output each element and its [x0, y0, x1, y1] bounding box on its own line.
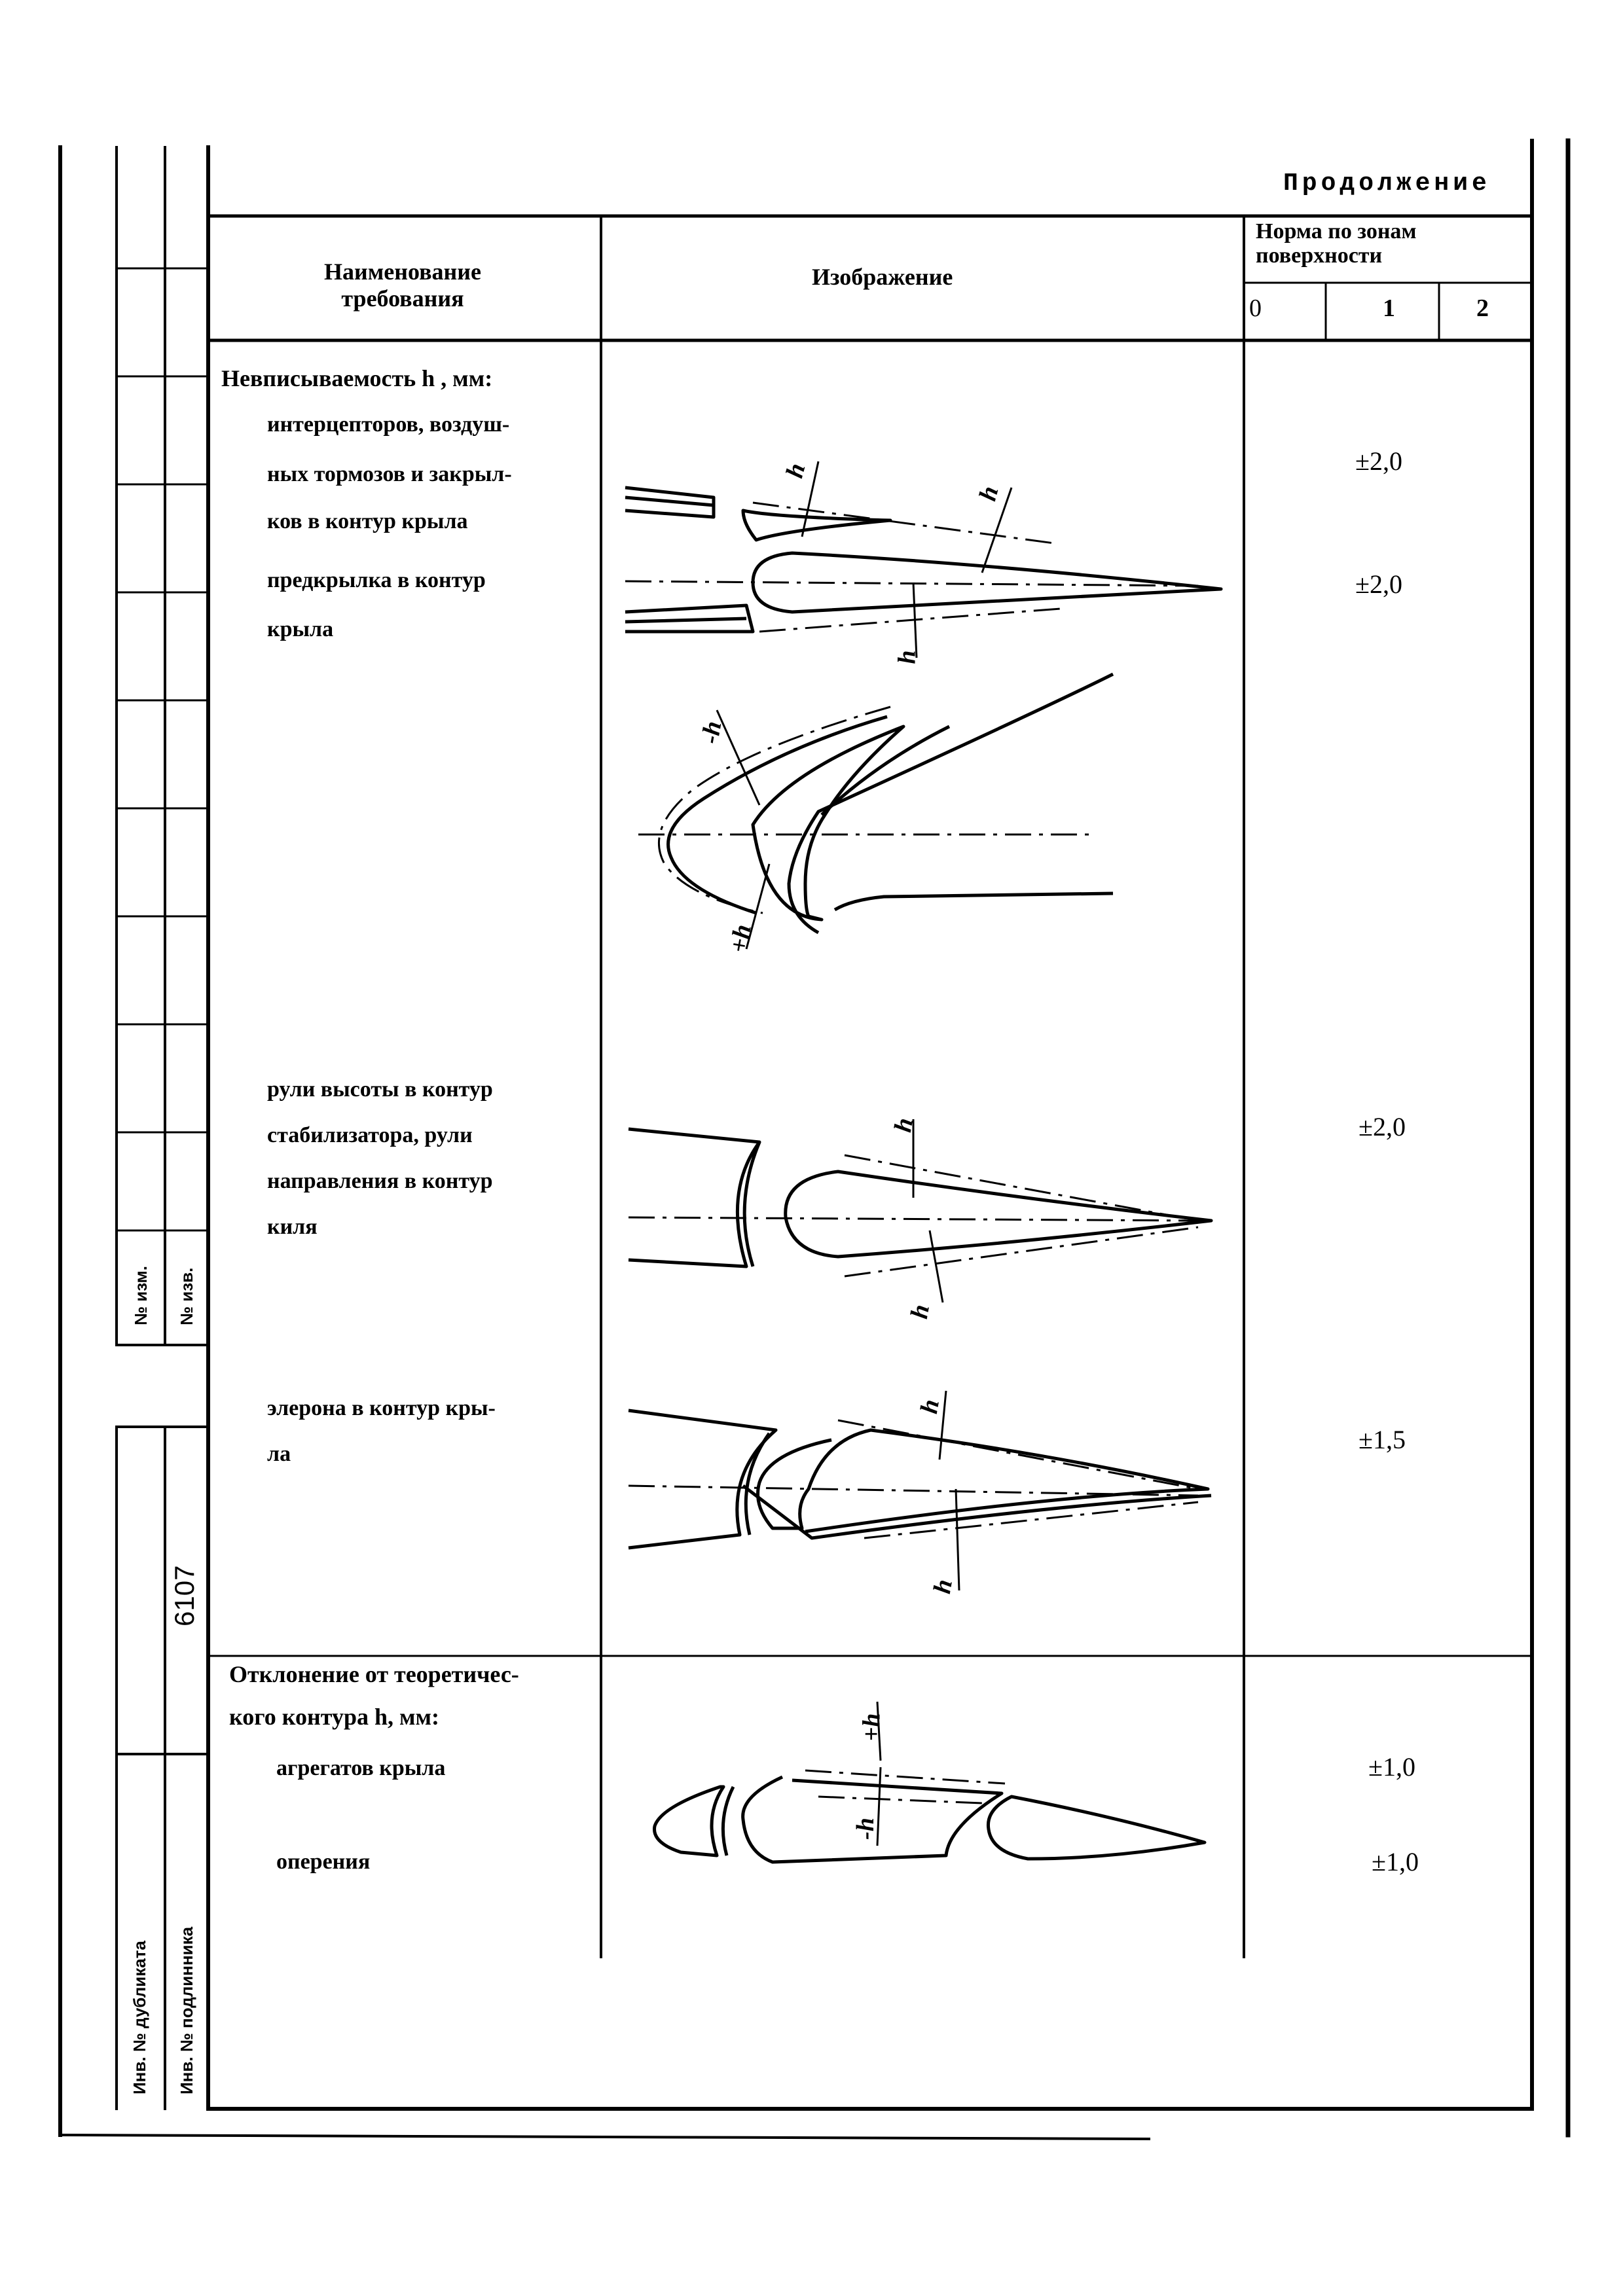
col-requirement-header: Наименование требования [324, 259, 481, 312]
fig1-h-label-2: h [974, 483, 1004, 504]
row1-sub1-line1: интерцепторов, воздуш- [267, 412, 510, 437]
row1-sub4-line1: элерона в контур кры- [267, 1396, 496, 1420]
margin-doc-number: 6107 [169, 1565, 200, 1626]
row1-val4: ±1,5 [1359, 1425, 1406, 1454]
row2-sub1: агрегатов крыла [276, 1756, 446, 1780]
row1-sub4-line2: ла [267, 1442, 291, 1466]
fig4-h-label-2: h [928, 1577, 958, 1596]
zone-0: 0 [1249, 295, 1262, 322]
col-norm-header: Норма по зонам поверхности [1256, 219, 1417, 268]
figure-slat [638, 674, 1113, 949]
fig1-h-label-3: h [893, 650, 921, 664]
figure-elevator [629, 1119, 1211, 1302]
zone-1: 1 [1383, 295, 1395, 322]
margin-inv-original: Инв. № подлинника [177, 1926, 196, 2094]
row1-sub2-line1: предкрылка в контур [267, 568, 486, 592]
fig1-h-label-1: h [780, 460, 811, 481]
row2-sub2: оперения [276, 1850, 371, 1874]
row1-sub3-line1: рули высоты в контур [267, 1077, 493, 1102]
row2-val2: ±1,0 [1372, 1847, 1419, 1876]
fig2-minus-h-label: -h [696, 719, 727, 746]
row1-val3: ±2,0 [1359, 1112, 1406, 1141]
margin-izv: № изв. [177, 1267, 196, 1325]
col-image-header: Изображение [812, 264, 953, 290]
margin-izm: № изм. [131, 1266, 151, 1325]
row1-sub3-line2: стабилизатора, рули [267, 1123, 473, 1147]
fig3-h-label-1: h [889, 1115, 919, 1135]
figure-spoiler-wing [625, 461, 1221, 658]
fig4-h-label-1: h [915, 1397, 945, 1416]
fig3-h-label-2: h [905, 1302, 936, 1321]
row1-sub2-line2: крыла [267, 617, 334, 641]
fig2-plus-h-label: +h [725, 922, 757, 955]
row1-sub3-line4: киля [267, 1215, 318, 1239]
zone-2: 2 [1476, 295, 1489, 322]
row1-sub1-line3: ков в контур крыла [267, 509, 468, 533]
row2-val1: ±1,0 [1368, 1752, 1415, 1782]
fig5-plus-h-label: +h [858, 1713, 886, 1742]
figure-wing-aggregates [655, 1702, 1205, 1862]
row1-title: Невписываемость h , мм: [221, 365, 493, 391]
row1-sub3-line3: направления в контур [267, 1169, 493, 1193]
row1-val2: ±2,0 [1355, 569, 1402, 599]
figure-aileron [629, 1391, 1211, 1590]
row2-title-line1: Отклонение от теоретичес- [229, 1661, 519, 1687]
row1-val1: ±2,0 [1355, 446, 1402, 476]
continuation-label: Продолжение [1283, 170, 1491, 198]
margin-inv-duplicate: Инв. № дубликата [130, 1941, 149, 2094]
row2-title-line2: кого контура h, мм: [229, 1704, 440, 1730]
fig5-minus-h-label: -h [851, 1818, 879, 1840]
row1-sub1-line2: ных тормозов и закрыл- [267, 462, 512, 486]
